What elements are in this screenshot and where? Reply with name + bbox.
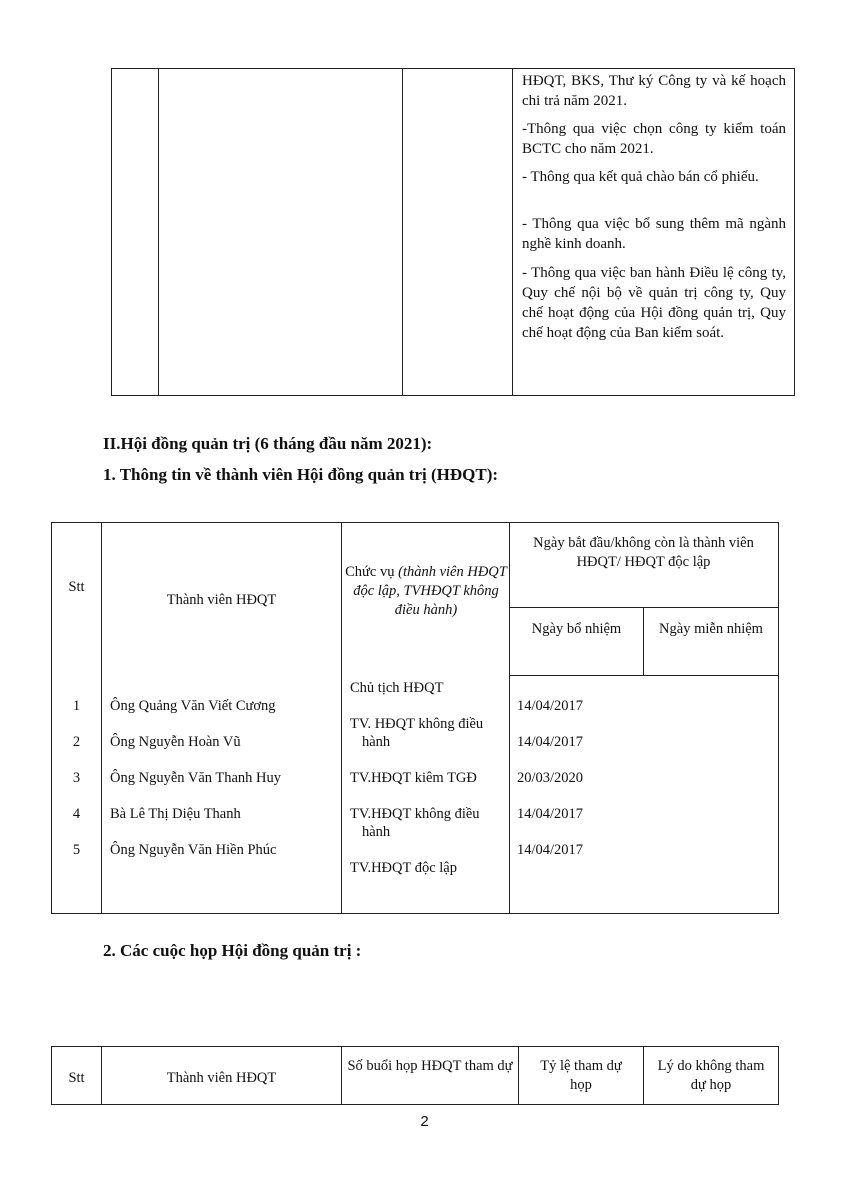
section-number: II. (103, 434, 121, 453)
row-position-text: TV. HĐQT không điều hành (350, 716, 484, 750)
row-position-text: TV.HĐQT không điều hành (350, 806, 480, 840)
header-date-group: Ngày bắt đầu/không còn là thành viên HĐQT/ HĐQT độc lập (533, 535, 754, 570)
section-title: Hội đồng quản trị (6 tháng đầu năm 2021): (120, 434, 433, 453)
section-heading-1: 1. Thông tin về thành viên Hội đồng quản trị (HĐQT): (103, 465, 499, 484)
row-stt: 4 (72, 806, 81, 822)
row-appointed: 14/04/2017 (517, 734, 584, 750)
row-appointed: 14/04/2017 (517, 698, 584, 714)
row-stt: 2 (72, 734, 81, 750)
header-dismissed: Ngày miễn nhiệm (659, 621, 763, 637)
row-stt: 5 (72, 842, 81, 858)
row-position (350, 805, 502, 841)
header-position-label: Chức vụ (345, 564, 399, 580)
top-table-border-bottom (111, 395, 795, 396)
members-table-border (341, 522, 342, 914)
meetings-table-border (778, 1046, 779, 1105)
members-table-border-bottom (51, 913, 778, 914)
members-table-border-top (51, 522, 778, 523)
meetings-table-border (341, 1046, 342, 1105)
header-stt: Stt (68, 579, 85, 595)
row-appointed: 20/03/2020 (517, 770, 584, 786)
members-table-border (778, 522, 779, 914)
row-position (350, 715, 502, 751)
row-name: Ông Nguyễn Văn Thanh Huy (110, 770, 282, 786)
meetings-header-reason: Lý do không tham dự họp (657, 1058, 765, 1093)
header-appointed: Ngày bổ nhiệm (531, 621, 622, 637)
resolution-paragraph: - Thông qua kết quả chào bán cổ phiếu. (522, 169, 759, 185)
section-heading-2: 2. Các cuộc họp Hội đồng quản trị : (103, 941, 362, 960)
row-position: Chủ tịch HĐQT (350, 680, 444, 696)
row-stt: 3 (72, 770, 81, 786)
top-table-border (794, 68, 795, 396)
section-heading-ii (103, 433, 432, 455)
members-table-border (509, 522, 510, 914)
row-position: TV.HĐQT kiêm TGĐ (350, 770, 477, 786)
members-table-border (643, 607, 644, 676)
header-position-note: (thành viên HĐQT độc lập, TVHĐQT không điều hành) (353, 564, 507, 618)
table-row (110, 697, 338, 877)
meetings-header-rate: Tỷ lệ tham dự họp (540, 1058, 622, 1093)
top-table-border (111, 68, 112, 396)
row-name: Bà Lê Thị Diệu Thanh (110, 806, 241, 822)
page-number: 2 (420, 1113, 429, 1130)
row-appointed: 14/04/2017 (517, 842, 584, 858)
resolution-paragraph: HĐQT, BKS, Thư ký Công ty và kế hoạch chi trả năm 2021. (522, 73, 786, 109)
top-table-border (402, 68, 403, 396)
row-appointed: 14/04/2017 (517, 806, 584, 822)
meetings-table-border-top (51, 1046, 778, 1047)
top-table-border-top (111, 68, 795, 69)
table-row (517, 697, 639, 877)
members-table-border (101, 522, 102, 914)
meetings-table-border (643, 1046, 644, 1105)
resolution-paragraph: -Thông qua việc chọn công ty kiểm toán BCTC cho năm 2021. (522, 121, 786, 157)
meetings-header-stt: Stt (68, 1070, 85, 1086)
row-position: TV.HĐQT độc lập (350, 860, 457, 876)
table-row (52, 697, 101, 877)
meetings-header-member: Thành viên HĐQT (166, 1070, 277, 1086)
header-position (345, 563, 507, 620)
top-table-border (512, 68, 513, 396)
row-stt: 1 (72, 698, 81, 714)
row-name: Ông Quảng Văn Viết Cương (110, 698, 276, 714)
meetings-header-sessions: Số buổi họp HĐQT tham dự (347, 1058, 513, 1074)
row-name: Ông Nguyễn Hoàn Vũ (110, 734, 241, 750)
resolution-paragraph: - Thông qua việc ban hành Điều lệ công ty, Quy chế nội bộ về quản trị công ty, Quy chế hoạt động của Hội đồng quản trị, Quy chế hoạt động của Ban kiểm soát. (522, 265, 786, 341)
meetings-table-border-bottom (51, 1104, 778, 1105)
header-member: Thành viên HĐQT (166, 592, 277, 608)
top-table-border (158, 68, 159, 396)
meetings-table-border (518, 1046, 519, 1105)
row-name: Ông Nguyễn Văn Hiền Phúc (110, 842, 277, 858)
resolution-paragraph: - Thông qua việc bổ sung thêm mã ngành nghề kinh doanh. (522, 216, 786, 252)
